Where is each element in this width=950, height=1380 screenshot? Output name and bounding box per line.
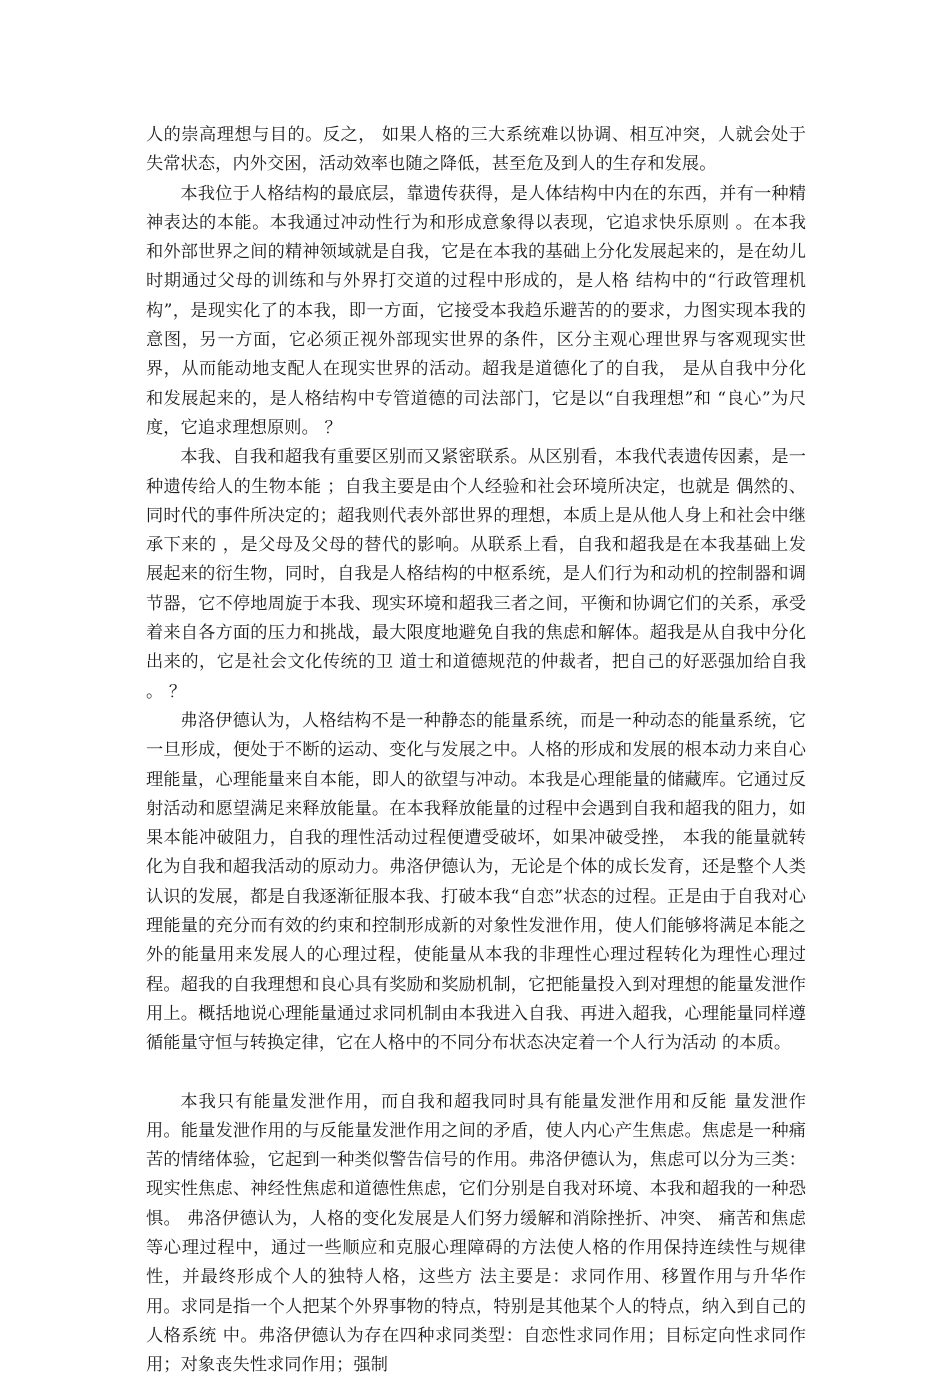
document-body	[146, 121, 806, 1380]
paragraph-3: 本我、自我和超我有重要区别而又紧密联系。从区别看，本我代表遗传因素，是一种遗传给人的生物本能 ；自我主要是由个人经验和社会环境所决定，也就是 偶然的、同时代的事件所决定的；超我则代表外部世界的理想，本质上是从他人身上和社会中继承下来的 ，是父母及父母的替代的影响。从联系上看，自我和超我是在本我基础上发展起来的衍生物，同时，自我是人格结构的中枢系统，是人们行为和动机的控制器和调节器，它不停地周旋于本我、现实环境和超我三者之间，平衡和协调它们的关系，承受着来自各方面的压力和挑战，最大限度地避免自我的焦虑和解体。超我是从自我中分化出来的，它是社会文化传统的卫 道士和道德规范的仲裁者，把自己的好恶强加给自我 。 ？	[146, 443, 806, 707]
paragraph-4: 弗洛伊德认为，人格结构不是一种静态的能量系统，而是一种动态的能量系统，它一旦形成，便处于不断的运动、变化与发展之中。人格的形成和发展的根本动力来自心理能量，心理能量来自本能，即人的欲望与冲动。本我是心理能量的储藏库。它通过反射活动和愿望满足来释放能量。在本我释放能量的过程中会遇到自我和超我的阻力，如果本能冲破阻力，自我的理性活动过程便遭受破坏，如果冲破受挫， 本我的能量就转化为自我和超我活动的原动力。弗洛伊德认为，无论是个体的成长发育，还是整个人类认识的发展，都是自我逐渐征服本我、打破本我“自恋”状态的过程。正是由于自我对心理能量的充分而有效的约束和控制形成新的对象性发泄作用，使人们能够将满足本能之外的能量用来发展人的心理过程，使能量从本我的非理性心理过程转化为理性心理过程。超我的自我理想和良心具有奖励和奖励机制，它把能量投入到对理想的能量发泄作用上。概括地说心理能量通过求同机制由本我进入自我、再进入超我，心理能量同样遵循能量守恒与转换定律，它在人格中的不同分布状态决定着一个人行为活动 的本质。	[146, 707, 806, 1059]
paragraph-5: 本我只有能量发泄作用，而自我和超我同时具有能量发泄作用和反能 量发泄作用。能量发泄作用的与反能量发泄作用之间的矛盾，使人内心产生焦虑。焦虑是一种痛苦的情绪体验，它起到一种类似警告信号的作用。弗洛伊德认为，焦虑可以分为三类：现实性焦虑、神经性焦虑和道德性焦虑，它们分别是自我对环境、本我和超我的一种恐惧。 弗洛伊德认为，人格的变化发展是人们努力缓解和消除挫折、冲突、 痛苦和焦虑等心理过程中，通过一些顺应和克服心理障碍的方法使人格的作用保持连续性与规律性，并最终形成个人的独特人格，这些方 法主要是：求同作用、移置作用与升华作用。求同是指一个人把某个外界事物的特点，特别是其他某个人的特点，纳入到自己的人格系统 中。弗洛伊德认为存在四种求同类型：自恋性求同作用；目标定向性求同作用；对象丧失性求同作用；强制	[146, 1088, 806, 1380]
paragraph-2: 本我位于人格结构的最底层，靠遗传获得，是人体结构中内在的东西，并有一种精神表达的本能。本我通过冲动性行为和形成意象得以表现，它追求快乐原则 。在本我和外部世界之间的精神领域就是自我，它是在本我的基础上分化发展起来的，是在幼儿时期通过父母的训练和与外界打交道的过程中形成的，是人格 结构中的“行政管理机构”，是现实化了的本我，即一方面，它接受本我趋乐避苦的的要求，力图实现本我的意图，另一方面，它必须正视外部现实世界的条件，区分主观心理世界与客观现实世界，从而能动地支配人在现实世界的活动。超我是道德化了的自我， 是从自我中分化和发展起来的，是人格结构中专管道德的司法部门，它是以“自我理想”和 “良心”为尺度，它追求理想原则。 ？	[146, 180, 806, 444]
paragraph-1: 人的崇高理想与目的。反之， 如果人格的三大系统难以协调、相互冲突，人就会处于失常状态，内外交困，活动效率也随之降低，甚至危及到人的生存和发展。	[146, 121, 806, 180]
